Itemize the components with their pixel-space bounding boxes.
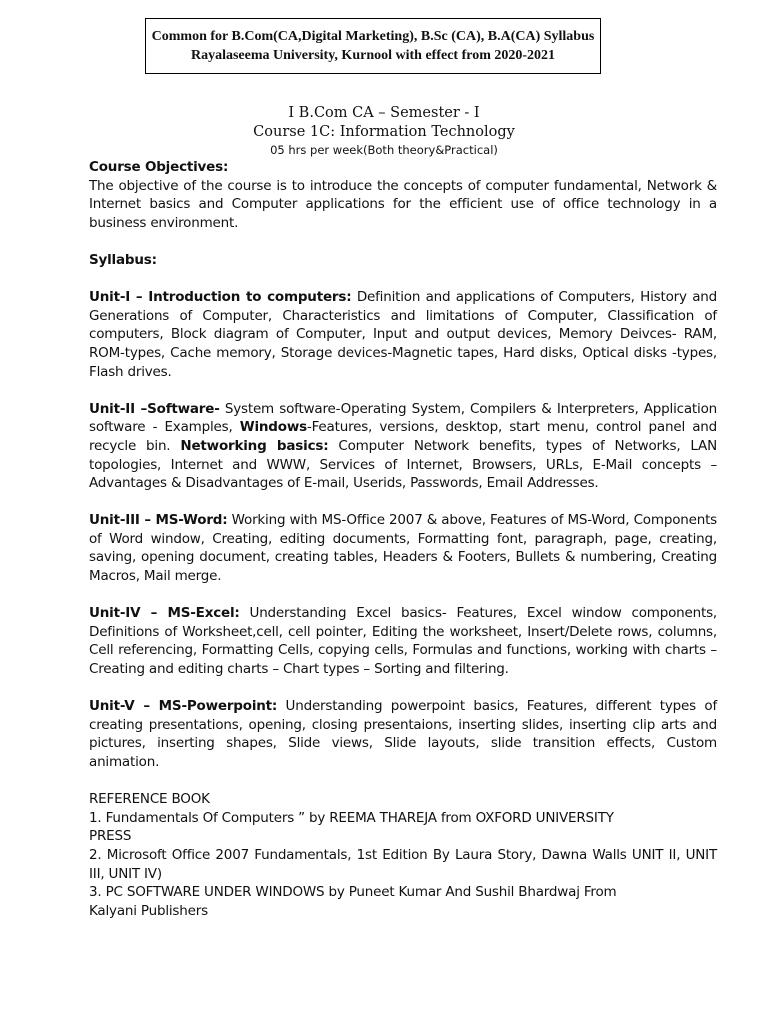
title-hours: 05 hrs per week(Both theory&Practical)	[270, 143, 498, 157]
unit-2-text-1: System software-Operating System, Compilers & Interpreters, Application software - Examples,	[89, 400, 717, 436]
unit-5	[89, 697, 717, 771]
unit-1-heading: Unit-I – Introduction to computers:	[89, 289, 352, 306]
title-course: Course 1C: Information Technology	[253, 124, 515, 140]
reference-heading: REFERENCE BOOK	[89, 791, 210, 808]
reference-1b: PRESS	[89, 828, 132, 845]
unit-4	[89, 604, 717, 678]
unit-2-text-3: Computer Network benefits, types of Networks, LAN topologies, Internet and WWW, Services of Internet, Browsers, URLs, E-Mail concepts – Advantages & Disadvantages of E-mail, Userids, Passwords, Email Addresses.	[89, 437, 717, 492]
header-box	[145, 18, 601, 74]
unit-1	[89, 288, 717, 381]
header-line-2: Rayalaseema University, Kurnool with effect from 2020-2021	[190, 48, 556, 63]
unit-2-heading: Unit-II –Software-	[89, 400, 220, 417]
unit-4-heading: Unit-IV – MS-Excel:	[89, 605, 240, 622]
unit-4-text: Understanding Excel basics- Features, Excel window components, Definitions of Worksheet,cell, cell pointer, Editing the worksheet, Insert/Delete rows, columns, Cell referencing, Formatting Cells, copying cells, Formulas and functions, working with charts – Creating and editing charts – Chart types – Sorting and filtering.	[89, 605, 718, 678]
syllabus-heading: Syllabus:	[89, 251, 157, 268]
unit-2-networking: Networking basics:	[180, 437, 329, 454]
document-body	[89, 158, 717, 920]
unit-5-text: Understanding powerpoint basics, Features, different types of creating presentations, opening, closing presentaions, inserting slides, inserting clip arts and pictures, inserting shapes, Slide views, Slide layouts, slide transition effects, Custom animation.	[89, 698, 718, 770]
unit-3-text: Working with MS-Office 2007 & above, Features of MS-Word, Components of Word window, Creating, editing documents, Formatting font, paragraph, page, creating, saving, opening document, creating tables, Headers & Footers, Bullets & numbering, Creating Macros, Mail merge.	[89, 512, 717, 585]
unit-2-windows: Windows	[239, 419, 307, 436]
unit-2-text-2: -Features, versions, desktop, start menu, control panel and recycle bin.	[89, 419, 718, 454]
header-line-1: Common for B.Com(CA,Digital Marketing), B.Sc (CA), B.A(CA) Syllabus	[151, 29, 595, 44]
objectives-heading: Course Objectives:	[89, 159, 229, 175]
unit-2	[89, 400, 717, 493]
title-block	[0, 104, 768, 158]
reference-2: 2. Microsoft Office 2007 Fundamentals, 1st Edition By Laura Story, Dawna Walls UNIT II, UNIT III, UNIT IV)	[89, 846, 717, 882]
reference-1a: 1. Fundamentals Of Computers ” by REEMA THAREJA from OXFORD UNIVERSITY	[89, 809, 614, 826]
unit-3	[89, 511, 717, 585]
objectives-text: The objective of the course is to introduce the concepts of computer fundamental, Network & Internet basics and Computer applications for the efficient use of office technology in a business environment.	[89, 177, 717, 231]
unit-5-heading: Unit-V – MS-Powerpoint:	[89, 698, 278, 715]
unit-3-heading: Unit-III – MS-Word:	[89, 512, 228, 529]
unit-1-text: Definition and applications of Computers, History and Generations of Computer, Characteristics and limitations of Computer, Classification of computers, Block diagram of Computer, Input and output devices, Memory Deivces- RAM, ROM-types, Cache memory, Storage devices-Magnetic tapes, Hard disks, Optical disks -types, Flash drives.	[89, 289, 717, 380]
title-semester: I B.Com CA – Semester - I	[288, 105, 480, 121]
reference-3a: 3. PC SOFTWARE UNDER WINDOWS by Puneet Kumar And Sushil Bhardwaj From	[89, 884, 617, 901]
reference-3b: Kalyani Publishers	[89, 902, 208, 919]
